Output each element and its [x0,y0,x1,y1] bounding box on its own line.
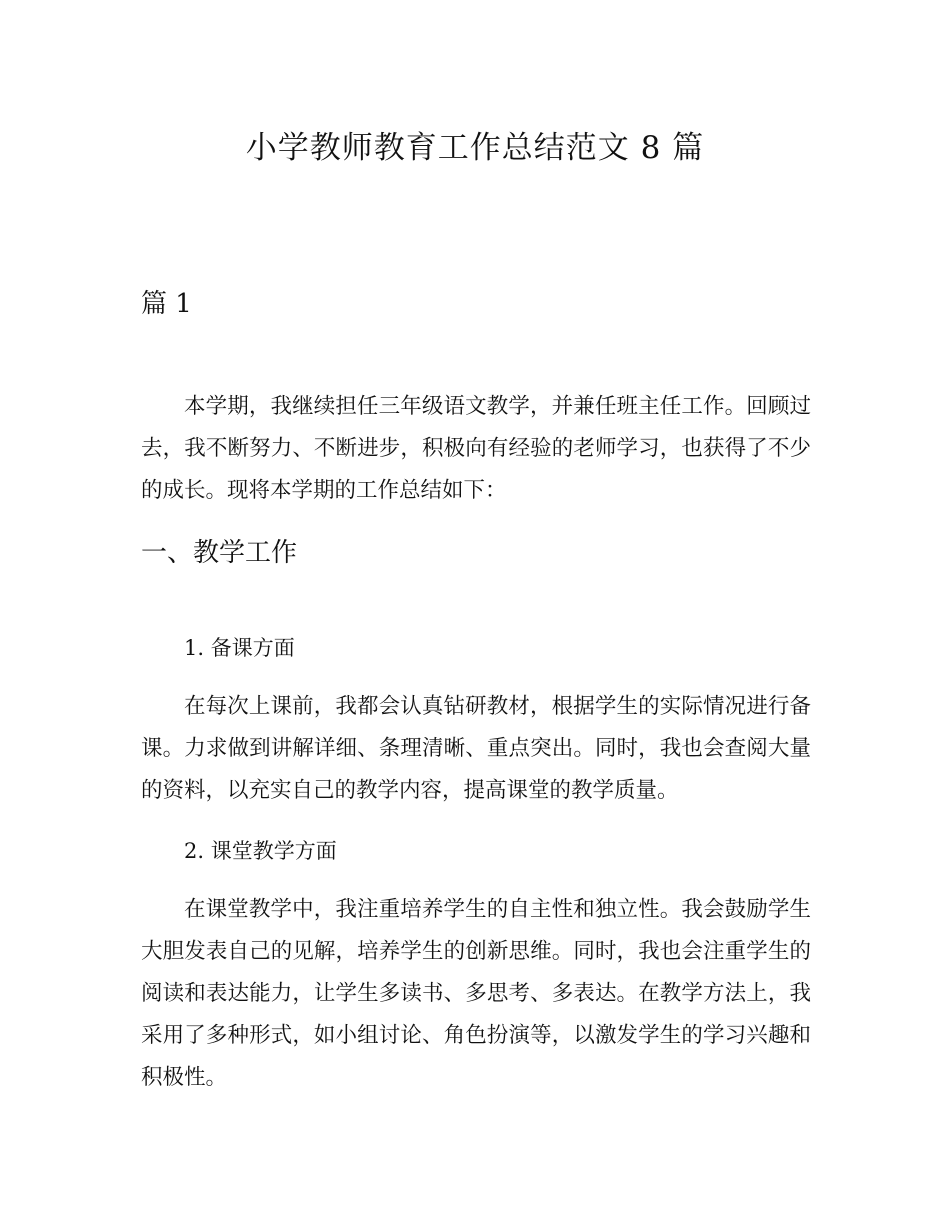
subsection-paragraph-lesson-prep: 在每次上课前，我都会认真钻研教材，根据学生的实际情况进行备课。力求做到讲解详细、条理清晰、重点突出。同时，我也会查阅大量的资料，以充实自己的教学内容，提高课堂的教学质量。 [141,694,811,803]
subsection-paragraph-classroom: 在课堂教学中，我注重培养学生的自主性和独立性。我会鼓励学生大胆发表自己的见解，培养学生的创新思维。同时，我也会注重学生的阅读和表达能力，让学生多读书、多思考、多表达。在教学方法上，我采用了多种形式，如小组讨论、角色扮演等，以激发学生的学习兴趣和积极性。 [141,897,811,1090]
document-title: 小学教师教育工作总结范文 8 篇 [245,130,705,166]
intro-paragraph: 本学期，我继续担任三年级语文教学，并兼任班主任工作。回顾过去，我不断努力、不断进步，积极向有经验的老师学习，也获得了不少的成长。现将本学期的工作总结如下： [141,394,811,503]
part-heading: 篇 1 [141,289,192,319]
subsection-heading-lesson-prep: 1. 备课方面 [184,636,295,660]
section-heading-teaching: 一、教学工作 [141,538,298,568]
subsection-heading-classroom: 2. 课堂教学方面 [184,839,337,863]
